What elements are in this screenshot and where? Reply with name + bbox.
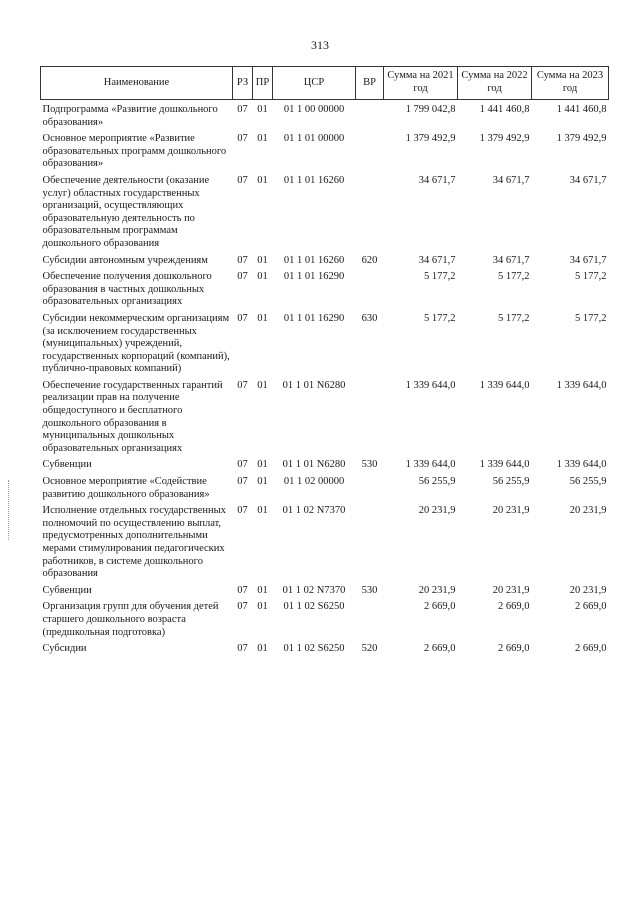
row-sum-2022-cell: 1 339 644,0 bbox=[479, 379, 530, 391]
table-row bbox=[41, 643, 609, 660]
row-csr-cell: 01 1 01 N6280 bbox=[282, 379, 346, 391]
header-sum-2021: Сумма на 2021 год bbox=[384, 67, 458, 100]
table-body bbox=[41, 100, 609, 660]
row-sum-2021-cell: 1 339 644,0 bbox=[405, 379, 456, 391]
row-rz-cell: 07 bbox=[237, 104, 248, 115]
row-sum-2023-cell: 1 339 644,0 bbox=[556, 459, 607, 471]
row-name-cell: Субвенции bbox=[42, 459, 92, 471]
table-row bbox=[41, 175, 609, 255]
row-sum-2023-cell: 1 379 492,9 bbox=[556, 133, 607, 145]
row-sum-2021-cell: 34 671,7 bbox=[418, 174, 456, 186]
row-sum-2022-cell: 1 339 644,0 bbox=[479, 459, 530, 471]
header-sum-2022: Сумма на 2022 год bbox=[458, 67, 532, 100]
row-pr-cell: 01 bbox=[257, 643, 268, 655]
row-sum-2022-cell: 2 669,0 bbox=[498, 601, 530, 613]
row-pr-cell: 01 bbox=[257, 271, 268, 283]
table-row bbox=[41, 271, 609, 313]
row-sum-2023-cell: 2 669,0 bbox=[575, 643, 607, 655]
row-pr-cell: 01 bbox=[257, 312, 268, 324]
header-sum-2023: Сумма на 2023 год bbox=[532, 67, 609, 100]
row-rz-cell: 07 bbox=[237, 174, 248, 186]
row-pr-cell: 01 bbox=[257, 459, 268, 471]
row-csr-cell: 01 1 02 S6250 bbox=[283, 601, 345, 613]
row-pr-cell: 01 bbox=[257, 584, 268, 596]
row-sum-2022-cell: 34 671,7 bbox=[492, 174, 530, 186]
row-name-cell: Основное мероприятие «Развитие образовательных программ дошкольного образования» bbox=[42, 133, 227, 170]
row-sum-2021-cell: 1 339 644,0 bbox=[405, 459, 456, 471]
row-sum-2021-cell: 56 255,9 bbox=[418, 476, 456, 488]
row-csr-cell: 01 1 02 N7370 bbox=[282, 584, 346, 596]
row-sum-2022-cell: 20 231,9 bbox=[492, 584, 530, 596]
row-vr-cell bbox=[356, 175, 384, 255]
row-sum-2022-cell: 1 441 460,8 bbox=[479, 104, 530, 115]
header-pr: ПР bbox=[253, 67, 273, 100]
table-row bbox=[41, 601, 609, 643]
table-row bbox=[41, 476, 609, 505]
row-sum-2021-cell: 5 177,2 bbox=[424, 271, 456, 283]
row-sum-2023-cell: 5 177,2 bbox=[575, 312, 607, 324]
header-name: Наименование bbox=[41, 67, 233, 100]
row-csr-cell: 01 1 01 16290 bbox=[283, 271, 345, 283]
row-sum-2023-cell: 5 177,2 bbox=[575, 271, 607, 283]
row-csr-cell: 01 1 02 00000 bbox=[283, 476, 345, 488]
row-rz-cell: 07 bbox=[237, 379, 248, 391]
row-csr-cell: 01 1 01 16260 bbox=[283, 254, 345, 266]
row-vr-cell: 530 bbox=[361, 584, 378, 596]
header-csr: ЦСР bbox=[273, 67, 356, 100]
row-name-cell: Подпрограмма «Развитие дошкольного образования» bbox=[42, 104, 218, 128]
row-csr-cell: 01 1 02 N7370 bbox=[282, 505, 346, 517]
table-header-row bbox=[41, 67, 609, 100]
row-name-cell: Организация групп для обучения детей старшего дошкольного возраста (предшкольная подготовка) bbox=[42, 601, 219, 638]
row-sum-2021-cell: 5 177,2 bbox=[424, 312, 456, 324]
row-rz-cell: 07 bbox=[237, 271, 248, 283]
row-rz-cell: 07 bbox=[237, 584, 248, 596]
row-pr-cell: 01 bbox=[257, 379, 268, 391]
header-rz: РЗ bbox=[233, 67, 253, 100]
row-sum-2021-cell: 2 669,0 bbox=[424, 601, 456, 613]
row-rz-cell: 07 bbox=[237, 133, 248, 145]
row-vr-cell bbox=[356, 133, 384, 175]
row-pr-cell: 01 bbox=[257, 133, 268, 145]
row-name-cell: Субсидии некоммерческим организациям (за исключением государственных (муниципальных) учреждений, государственных корпораций (компаний), публично-правовых компаний) bbox=[42, 312, 230, 375]
header-vr: ВР bbox=[356, 67, 384, 100]
row-vr-cell bbox=[356, 505, 384, 585]
row-sum-2022-cell: 34 671,7 bbox=[492, 254, 530, 266]
table-row bbox=[41, 505, 609, 585]
row-name-cell: Субсидии автономным учреждениям bbox=[42, 254, 208, 266]
row-sum-2021-cell: 20 231,9 bbox=[418, 505, 456, 517]
row-sum-2022-cell: 2 669,0 bbox=[498, 643, 530, 655]
row-sum-2022-cell: 20 231,9 bbox=[492, 505, 530, 517]
row-rz-cell: 07 bbox=[237, 476, 248, 488]
row-pr-cell: 01 bbox=[257, 601, 268, 613]
row-sum-2021-cell: 34 671,7 bbox=[418, 254, 456, 266]
row-sum-2023-cell: 2 669,0 bbox=[575, 601, 607, 613]
row-sum-2022-cell: 5 177,2 bbox=[498, 271, 530, 283]
row-name-cell: Обеспечение государственных гарантий реализации прав на получение общедоступного и бесплатного дошкольного образования в муниципальных дошкольных образовательных организациях bbox=[42, 379, 223, 454]
row-csr-cell: 01 1 01 16290 bbox=[283, 312, 345, 324]
row-name-cell: Субсидии bbox=[42, 643, 87, 655]
row-vr-cell: 630 bbox=[361, 312, 378, 324]
row-sum-2022-cell: 56 255,9 bbox=[492, 476, 530, 488]
row-sum-2023-cell: 1 441 460,8 bbox=[556, 104, 607, 115]
row-vr-cell bbox=[356, 601, 384, 643]
row-sum-2022-cell: 5 177,2 bbox=[498, 312, 530, 324]
row-csr-cell: 01 1 01 16260 bbox=[283, 174, 345, 186]
row-rz-cell: 07 bbox=[237, 505, 248, 517]
row-pr-cell: 01 bbox=[257, 254, 268, 266]
row-csr-cell: 01 1 02 S6250 bbox=[283, 643, 345, 655]
row-sum-2021-cell: 1 799 042,8 bbox=[405, 104, 456, 115]
row-pr-cell: 01 bbox=[257, 476, 268, 488]
row-vr-cell bbox=[356, 380, 384, 460]
row-pr-cell: 01 bbox=[257, 104, 268, 115]
row-name-cell: Обеспечение получения дошкольного образования в частных дошкольных образовательных организациях bbox=[42, 271, 212, 308]
row-sum-2023-cell: 56 255,9 bbox=[569, 476, 607, 488]
row-sum-2021-cell: 1 379 492,9 bbox=[405, 133, 456, 145]
row-pr-cell: 01 bbox=[257, 174, 268, 186]
row-sum-2023-cell: 20 231,9 bbox=[569, 584, 607, 596]
row-vr-cell: 520 bbox=[361, 643, 378, 655]
table-row bbox=[41, 313, 609, 380]
row-rz-cell: 07 bbox=[237, 459, 248, 471]
row-name-cell: Обеспечение деятельности (оказание услуг) областных государственных организаций, осуществляющих образовательную деятельность по образовательным программам дошкольного образования bbox=[42, 174, 210, 249]
row-sum-2022-cell: 1 379 492,9 bbox=[479, 133, 530, 145]
row-sum-2023-cell: 20 231,9 bbox=[569, 505, 607, 517]
page-number: 313 bbox=[311, 38, 329, 52]
table-row bbox=[41, 255, 609, 272]
row-sum-2021-cell: 20 231,9 bbox=[418, 584, 456, 596]
row-rz-cell: 07 bbox=[237, 312, 248, 324]
table-row bbox=[41, 380, 609, 460]
row-name-cell: Основное мероприятие «Содействие развитию дошкольного образования» bbox=[42, 476, 210, 500]
row-rz-cell: 07 bbox=[237, 643, 248, 655]
budget-table bbox=[40, 66, 609, 660]
table-row bbox=[41, 133, 609, 175]
row-vr-cell: 620 bbox=[361, 254, 378, 266]
row-sum-2021-cell: 2 669,0 bbox=[424, 643, 456, 655]
table-row bbox=[41, 100, 609, 134]
row-vr-cell bbox=[356, 271, 384, 313]
row-vr-cell bbox=[356, 100, 384, 134]
row-rz-cell: 07 bbox=[237, 254, 248, 266]
row-csr-cell: 01 1 01 00000 bbox=[283, 133, 345, 145]
row-sum-2023-cell: 34 671,7 bbox=[569, 174, 607, 186]
row-sum-2023-cell: 34 671,7 bbox=[569, 254, 607, 266]
scan-margin-mark bbox=[8, 480, 10, 540]
row-name-cell: Исполнение отдельных государственных полномочий по осуществлению выплат, предусмотренных дополнительными мерами стимулирования педагогических работников, в системе дошкольного образования bbox=[42, 505, 226, 580]
row-vr-cell bbox=[356, 476, 384, 505]
row-sum-2023-cell: 1 339 644,0 bbox=[556, 379, 607, 391]
row-csr-cell: 01 1 00 00000 bbox=[283, 104, 345, 115]
table-row bbox=[41, 459, 609, 476]
row-rz-cell: 07 bbox=[237, 601, 248, 613]
table-row bbox=[41, 585, 609, 602]
row-name-cell: Субвенции bbox=[42, 584, 92, 596]
row-pr-cell: 01 bbox=[257, 505, 268, 517]
row-csr-cell: 01 1 01 N6280 bbox=[282, 459, 346, 471]
row-vr-cell: 530 bbox=[361, 459, 378, 471]
